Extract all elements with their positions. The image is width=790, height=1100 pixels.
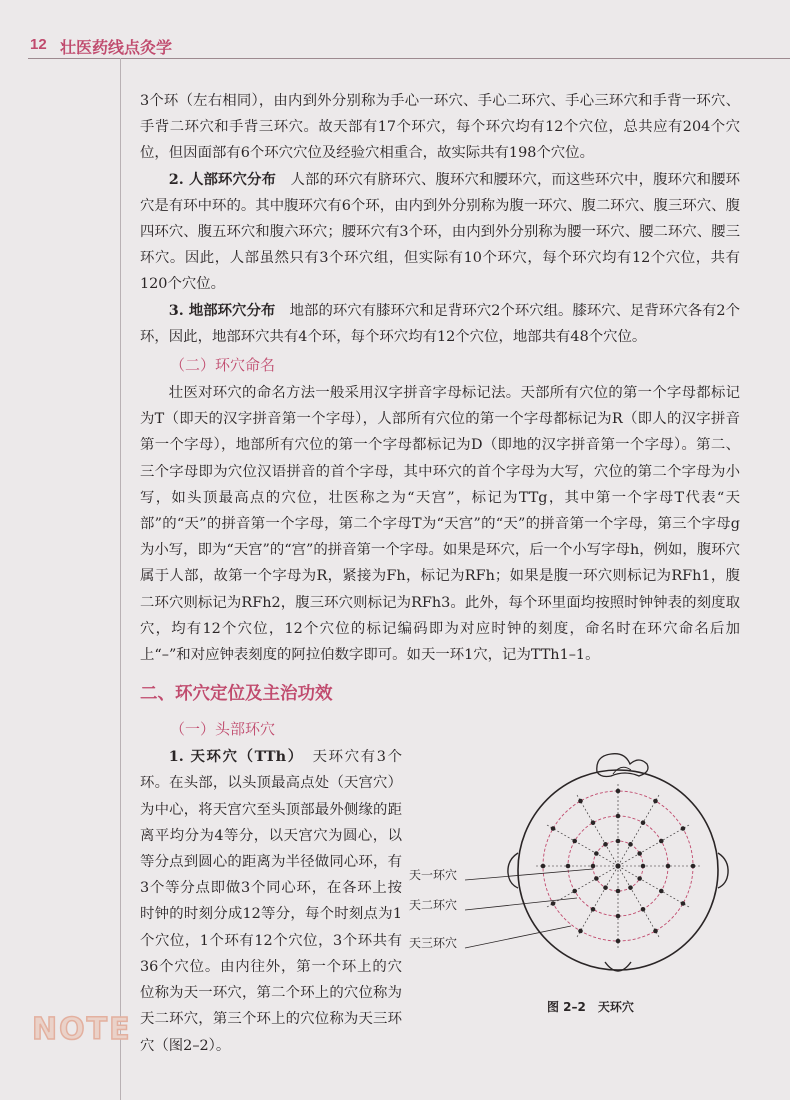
acupoint-ring2-6 <box>641 907 646 912</box>
acupoint-ring3-3 <box>681 826 686 831</box>
acupoint-ring2-3 <box>659 839 664 844</box>
paragraph-earth-rings <box>140 298 740 350</box>
acupoint-ring1-4 <box>641 864 646 869</box>
acupoint-ring2-7 <box>616 914 621 919</box>
label-ring-3: 天三环穴 <box>409 936 458 951</box>
paragraph-ring-naming: 壮医对环穴的命名方法一般采用汉字拼音字母标记法。天部所有穴位的第一个字母都标记为T（即天的汉字拼音第一个字母），人部所有穴位的第一个字母都标记为R（即人的汉字拼音第一个字母），地部所有穴位的第一个字母都标记为D（即地的汉字拼音第一个字母）。第二、三个字母即为穴位汉语拼音的首个字母，其中环穴的首个字母为大写，穴位的第二个字母为小写，如头顶最高点的穴位，壮医称之为“天宫”，标记为TTg，其中第一个字母T代表“天部”的“天”的拼音第一个字母，第二个字母T为“天宫”的“天”的拼音第一个字母，第三个字母g为小写，即为“天宫”的“宫”的拼音第一个字母。如果是环穴，后一个小写字母h，例如，腹环穴属于人部，故第一个字母为R，紧接为Fh，标记为RFh；如果是腹一环穴则标记为RFh1，腹二环穴则标记为RFh2，腹三环穴则标记为RFh3。此外，每个环里面均按照时钟钟表的刻度取穴，均有12个穴位，12个穴位的标记编码即为对应时钟的刻度，命名时在环穴命名后加上“–”和对应钟表刻度的阿拉伯数字即可。如天一环1穴，记为TTh1–1。 <box>140 385 740 664</box>
acupoint-ring3-10 <box>541 864 546 869</box>
margin-rule <box>120 58 121 1100</box>
label-ring-2: 天二环穴 <box>409 898 458 913</box>
earth-rings-lead: 3. 地部环穴分布 <box>168 301 276 319</box>
subheading-head-rings: （一）头部环穴 <box>170 720 276 739</box>
label-line-ring-3 <box>465 926 571 948</box>
acupoint-ring2-5 <box>659 889 664 894</box>
acupoint-ring3-8 <box>578 929 583 934</box>
note-logo: NOTE <box>32 1012 132 1047</box>
head-ring-block <box>140 744 740 1058</box>
label-line-ring-2 <box>465 898 577 910</box>
human-rings-text: 人部的环穴有脐环穴、腹环穴和腰环穴，而这些环穴中，腹环穴和腰环穴是有环中环的。其中腹环穴有6个环，由内到外分别称为腹一环穴、腹二环穴、腹三环穴、腹四环穴、腹五环穴和腹六环穴；腰环穴有3个环，由内到外分别称为腰一环穴、腰二环穴、腰三环穴。因此，人部虽然只有3个环穴组，但实际有10个环穴，每个环穴均有12个穴位，共有120个穴位。 <box>140 171 740 293</box>
acupoint-ring3-12 <box>578 799 583 804</box>
head-ring-text-column <box>140 744 402 1058</box>
tian-ring-text: 天环穴有3个环。在头部，以头顶最高点处（天宫穴）为中心，将天宫穴至头顶部最外侧缘的距离平均分为4等分，以天宫穴为圆心，以等分点到圆心的距离为半径做同心环，有3个等分点即做3个同心环，在各环上按时钟的时刻分成12等分，每个时刻点为1个穴位，1个环有12个穴位，3个环共有36个穴位。由内往外，第一个环上的穴位称为天一环穴，第二个环上的穴位称为天二环穴，第三个环上的穴位称为天三环穴（图2–2）。 <box>140 749 402 1054</box>
tiangong-point <box>615 864 620 869</box>
section-heading-location: 二、环穴定位及主治功效 <box>140 684 333 705</box>
acupoint-ring2-11 <box>572 839 577 844</box>
page-number: 12 <box>30 36 47 53</box>
acupoint-ring1-7 <box>616 889 621 894</box>
acupoint-ring2-8 <box>591 907 596 912</box>
page-content <box>140 88 740 1059</box>
running-title: 壮医药线点灸学 <box>60 38 173 57</box>
acupoint-ring2-1 <box>616 814 621 819</box>
label-line-ring-1 <box>465 869 593 880</box>
left-ear <box>508 853 518 888</box>
acupoint-ring2-9 <box>572 889 577 894</box>
acupoint-ring3-11 <box>551 826 556 831</box>
figure-tian-ring <box>409 748 747 1015</box>
head-diagram <box>425 748 747 998</box>
acupoint-ring1-8 <box>603 886 608 891</box>
acupoint-ring1-2 <box>628 842 633 847</box>
header-rule <box>28 58 790 59</box>
acupoint-ring1-10 <box>591 864 596 869</box>
label-ring-1: 天一环穴 <box>409 868 458 883</box>
subheading-ring-naming: （二）环穴命名 <box>170 356 276 375</box>
acupoint-ring3-6 <box>653 929 658 934</box>
acupoint-ring1-9 <box>594 876 599 881</box>
acupoint-ring3-2 <box>653 799 658 804</box>
acupoint-ring3-5 <box>681 901 686 906</box>
earth-rings-text: 地部的环穴有膝环穴和足背环穴2个环穴组。膝环穴、足背环穴各有2个环，因此，地部环穴共有4个环，每个环穴均有12个穴位，地部共有48个穴位。 <box>140 302 740 345</box>
acupoint-ring1-12 <box>603 842 608 847</box>
acupoint-ring3-7 <box>616 939 621 944</box>
paragraph-heaven-rings-end: 3个环（左右相同），由内到外分别称为手心一环穴、手心二环穴、手心三环穴和手背一环穴、手背二环穴和手背三环穴。故天部有17个环穴，每个环穴均有12个穴位，总共应有204个穴位，但因面部有6个环穴穴位及经验穴相重合，故实际共有198个穴位。 <box>140 93 740 162</box>
acupoint-ring1-1 <box>616 839 621 844</box>
tian-ring-lead: 1. 天环穴（TTh） <box>168 748 297 766</box>
acupoint-ring1-11 <box>594 851 599 856</box>
figure-caption: 图 2–2 天环穴 <box>547 1000 634 1015</box>
page-header <box>0 0 790 72</box>
acupoint-ring2-10 <box>566 864 571 869</box>
paragraph-human-rings <box>140 167 740 298</box>
acupoint-ring2-2 <box>641 821 646 826</box>
acupoint-ring3-9 <box>551 901 556 906</box>
right-ear <box>718 853 728 888</box>
human-rings-lead: 2. 人部环穴分布 <box>168 170 276 188</box>
acupoint-ring1-6 <box>628 886 633 891</box>
acupoint-ring3-4 <box>691 864 696 869</box>
acupoint-ring2-4 <box>666 864 671 869</box>
paragraph-tian-ring <box>140 744 402 1058</box>
acupoint-ring1-3 <box>637 851 642 856</box>
acupoint-ring1-5 <box>637 876 642 881</box>
acupoint-ring3-1 <box>616 789 621 794</box>
acupoint-ring2-12 <box>591 821 596 826</box>
